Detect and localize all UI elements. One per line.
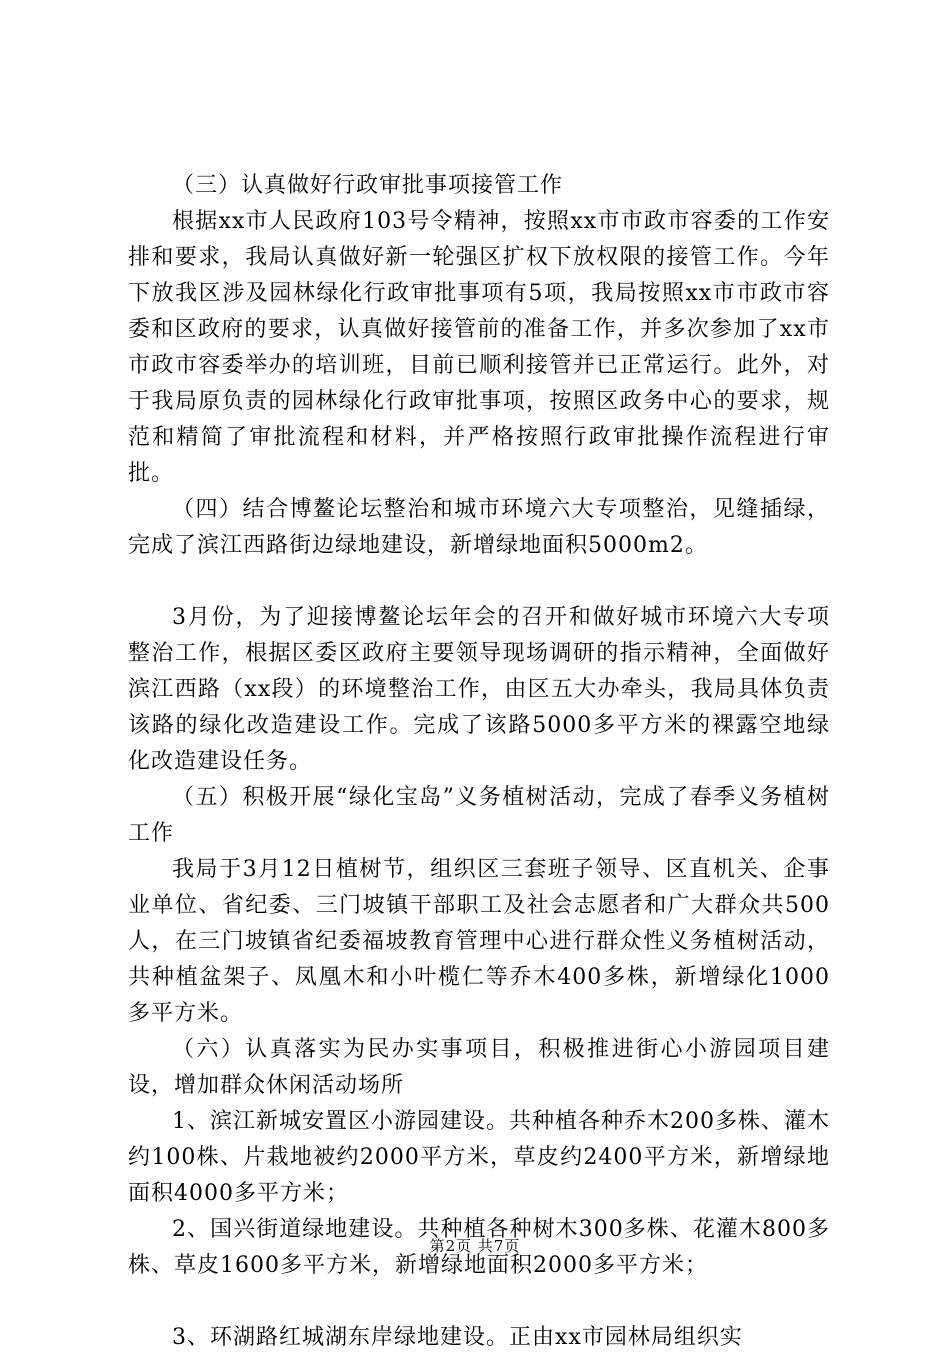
heading-section-6: （六）认真落实为民办实事项目，积极推进街心小游园项目建设，增加群众休闲活动场所: [128, 1037, 830, 1098]
document-body: [128, 168, 830, 1356]
list-item-1: 1、滨江新城安置区小游园建设。共种植各种乔木200多株、灌木约100株、片栽地被约2000平方米，草皮约2400平方米，新增绿地面积4000多平方米；: [128, 1109, 830, 1206]
paragraph-section-4-body: 3月份，为了迎接博鳌论坛年会的召开和做好城市环境六大专项整治工作，根据区委区政府主要领导现场调研的指示精神，全面做好滨江西路（xx段）的环境整治工作，由区五大办牵头，我局具体负责该路的绿化改造建设工作。完成了该路5000多平方米的裸露空地绿化改造建设任务。: [128, 605, 830, 774]
heading-section-3: （三）认真做好行政审批事项接管工作: [172, 173, 564, 198]
paragraph-section-5-body: 我局于3月12日植树节，组织区三套班子领导、区直机关、企事业单位、省纪委、三门坡镇干部职工及社会志愿者和广大群众共500人，在三门坡镇省纪委福坡教育管理中心进行群众性义务植树活动，共种植盆架子、凤凰木和小叶榄仁等乔木400多株，新增绿化1000多平方米。: [128, 857, 830, 1026]
heading-section-5: （五）积极开展“绿化宝岛”义务植树活动，完成了春季义务植树工作: [128, 785, 830, 846]
paragraph-section-3-body: 根据xx市人民政府103号令精神，按照xx市市政市容委的工作安排和要求，我局认真做好新一轮强区扩权下放权限的接管工作。今年下放我区涉及园林绿化行政审批事项有5项，我局按照xx市市政市容委和区政府的要求，认真做好接管前的准备工作，并多次参加了xx市市政市容委举办的培训班，目前已顺利接管并已正常运行。此外，对于我局原负责的园林绿化行政审批事项，按照区政务中心的要求，规范和精简了审批流程和材料，并严格按照行政审批操作流程进行审批。: [128, 209, 830, 486]
page-number-footer: 第2页 共7页: [429, 1237, 521, 1255]
list-item-2: 2、国兴街道绿地建设。共种植各种树木300多株、花灌木800多株、草皮1600多平方米，新增绿地面积2000多平方米；: [128, 1217, 830, 1278]
heading-section-4: （四）结合博鳌论坛整治和城市环境六大专项整治，见缝插绿，完成了滨江西路街边绿地建设，新增绿地面积5000m2。: [128, 497, 830, 558]
list-item-3: 3、环湖路红城湖东岸绿地建设。正由xx市园林局组织实: [172, 1325, 743, 1350]
